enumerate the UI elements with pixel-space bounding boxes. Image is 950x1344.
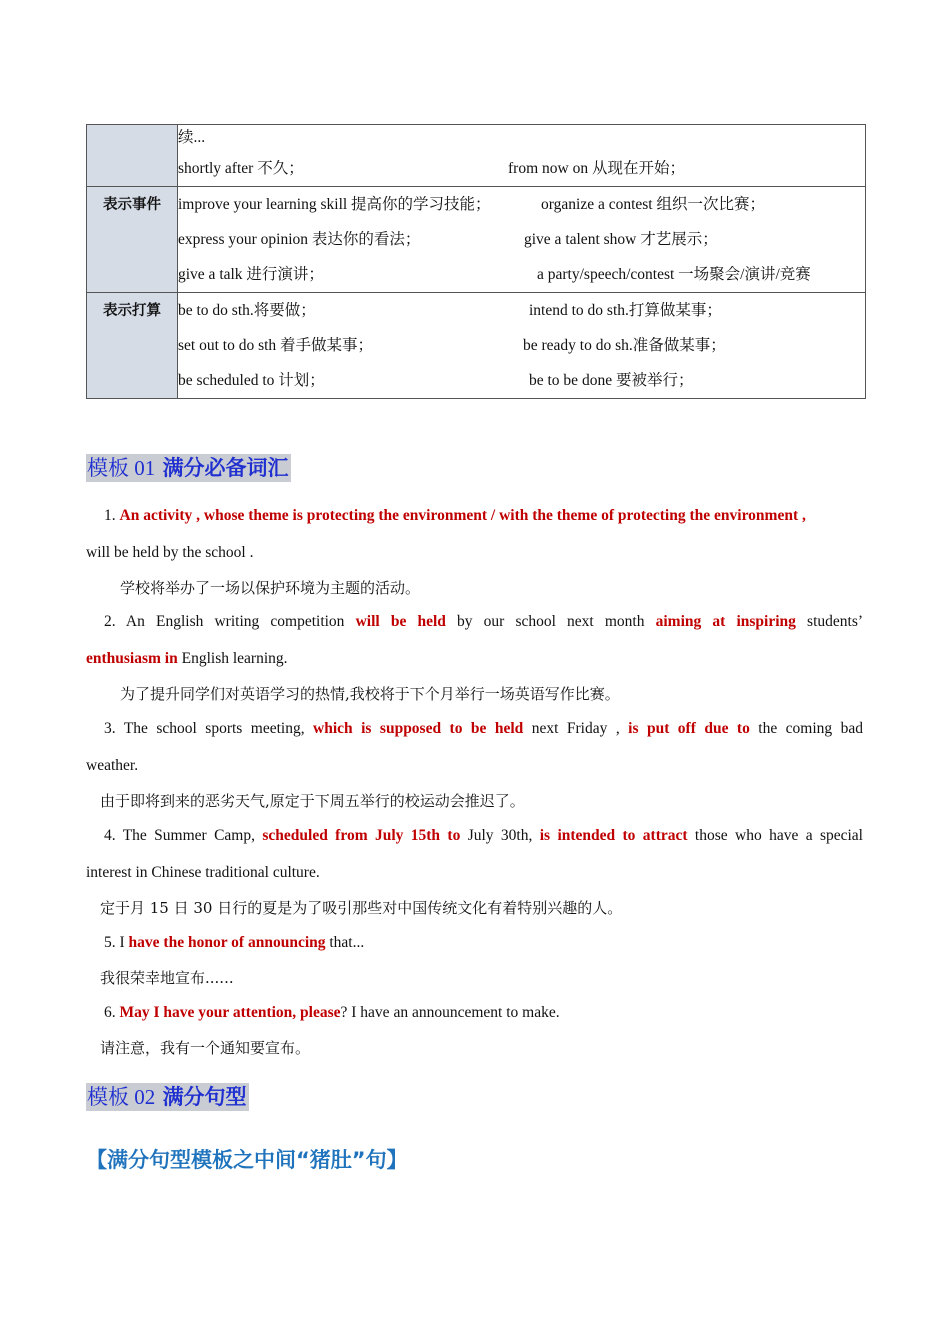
table-line: improve your learning skill 提高你的学习技能； organize a contest 组织一次比赛； — [178, 196, 765, 213]
category-label: 表示事件 — [103, 197, 161, 213]
table-line: 续... — [178, 129, 206, 146]
template-subheading: 【满分句型模板之中间“猪肚”句】 — [86, 1148, 408, 1172]
category-cell — [87, 293, 178, 399]
sentence-5: 5. I have the honor of announcing that... — [104, 934, 365, 951]
sentence-4-translation: 定于月 15 日 30 日行的夏是为了吸引那些对中国传统文化有着特别兴趣的人。 — [100, 899, 623, 917]
sentence-3-line-2: weather. — [86, 757, 139, 774]
category-label: 表示打算 — [103, 303, 161, 319]
sentence-3-translation: 由于即将到来的恶劣天气,原定于下周五举行的校运动会推迟了。 — [100, 792, 525, 810]
sentence-5-translation: 我很荣幸地宣布...... — [100, 969, 234, 987]
sentence-1-line-1: 1. An activity , whose theme is protecting the environment / with the theme of protecting the environment , — [104, 507, 806, 524]
section-heading-2: 模板 02 满分句型 — [87, 1084, 247, 1109]
section-heading-1: 模板 01 满分必备词汇 — [87, 455, 289, 480]
vocabulary-table — [86, 124, 866, 399]
sentence-6-translation: 请注意，我有一个通知要宣布。 — [100, 1039, 311, 1057]
table-row — [87, 125, 866, 187]
category-cell — [87, 125, 178, 187]
sentence-4-line-1: 4. The Summer Camp, scheduled from July 15th to July 30th, is intended to attract those who have a special — [104, 827, 863, 844]
sentence-6: 6. May I have your attention, please? I have an announcement to make. — [104, 1004, 560, 1021]
table-line: give a talk 进行演讲； a party/speech/contest 一场聚会/演讲/竞赛 — [178, 266, 811, 283]
table-line: be scheduled to 计划； be to be done 要被举行； — [178, 372, 694, 389]
sentence-2-line-2: enthusiasm in English learning. — [86, 650, 288, 667]
sentence-4-line-2: interest in Chinese traditional culture. — [86, 864, 320, 881]
sentence-2-translation: 为了提升同学们对英语学习的热情,我校将于下个月举行一场英语写作比赛。 — [120, 685, 620, 703]
category-cell — [87, 187, 178, 293]
sentence-1-line-2: will be held by the school . — [86, 544, 254, 561]
content-cell — [178, 187, 866, 293]
table-row — [87, 187, 866, 293]
table-line: set out to do sth 着手做某事； be ready to do sh.准备做某事； — [178, 337, 726, 354]
content-cell — [178, 293, 866, 399]
table-line: shortly after 不久； from now on 从现在开始； — [178, 160, 685, 177]
sentence-3-line-1: 3. The school sports meeting, which is supposed to be held next Friday , is put off due to the coming bad — [104, 720, 864, 737]
table-line: express your opinion 表达你的看法； give a talent show 才艺展示； — [178, 231, 718, 248]
sentence-2-line-1: 2. An English writing competition will be held by our school next month aiming at inspiring students’ — [104, 613, 864, 630]
sentence-1-translation: 学校将举办了一场以保护环境为主题的活动。 — [120, 579, 421, 597]
table-row — [87, 293, 866, 399]
content-cell — [178, 125, 866, 187]
table-line: be to do sth.将要做； intend to do sth.打算做某事； — [178, 302, 722, 319]
